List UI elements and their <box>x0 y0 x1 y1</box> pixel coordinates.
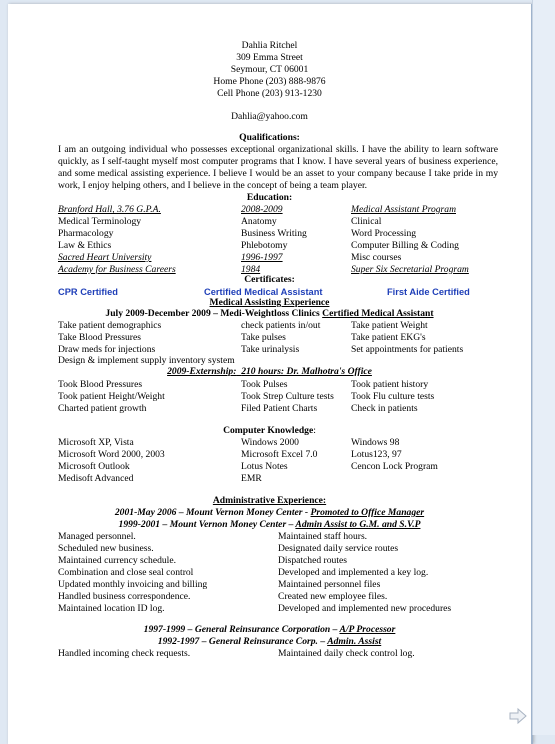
software-item: Medisoft Advanced <box>58 473 134 484</box>
medical-experience-heading: Medical Assisting Experience <box>209 297 330 308</box>
duty-item: Charted patient growth <box>58 403 147 414</box>
admin-duty: Dispatched routes <box>278 555 348 566</box>
duty-item: Took Pulses <box>241 379 288 390</box>
admin-duty: Developed and implemented new procedures <box>278 603 452 614</box>
software-item: Microsoft Word 2000, 2003 <box>58 449 165 460</box>
vertical-scrollbar[interactable] <box>532 0 555 735</box>
duty-item: Take patient Weight <box>351 320 428 331</box>
course: Computer Billing & Coding <box>351 240 459 251</box>
admin-duty: Developed and implemented a key log. <box>278 567 429 578</box>
education-school: Branford Hall, 3.76 G.P.A. <box>58 204 161 215</box>
software-item: Cencon Lock Program <box>351 461 438 472</box>
certificate: CPR Certified <box>58 287 118 297</box>
duty-item: check patients in/out <box>241 320 321 331</box>
duty-item: Take patient EKG's <box>351 332 426 343</box>
software-item: Lotus Notes <box>241 461 288 472</box>
duty-item: Take patient demographics <box>58 320 162 331</box>
education-heading: Education: <box>246 192 293 203</box>
course: Pharmacology <box>58 228 114 239</box>
education-program: Super Six Secretarial Program <box>351 264 469 275</box>
course: Word Processing <box>351 228 417 239</box>
resume-page <box>8 4 533 744</box>
course: Anatomy <box>241 216 277 227</box>
software-item: Windows 2000 <box>241 437 299 448</box>
admin-duty: Managed personnel. <box>58 531 136 542</box>
admin-heading: Administrative Experience: <box>212 495 327 506</box>
duty-item: Filed Patient Charts <box>241 403 318 414</box>
qualifications-text: I am an outgoing individual who possesses exceptional organizational skills. I have the ability to learn software quickly, as I self-taught myself most computer programs that I know. I have several years of business experience, and some medical assisting experience. I believe I would be an asset to your company because I take pride in my work, I enjoy helping others, and I believe in the concept of being a team player. <box>58 144 498 191</box>
duty-item: Took Blood Pressures <box>58 379 143 390</box>
admin-job-dates-employer: 1997-1999 – General Reinsurance Corporation – <box>143 624 338 635</box>
medical-job-dates-employer: July 2009-December 2009 – Medi-Weightloss Clinics <box>105 308 320 319</box>
course: Business Writing <box>241 228 307 239</box>
cell-phone: Cell Phone (203) 913-1230 <box>217 88 322 99</box>
duty-item: Take Blood Pressures <box>58 332 141 343</box>
computer-heading: Computer Knowledge <box>223 425 314 436</box>
duty-item: Took Flu culture tests <box>351 391 435 402</box>
admin-duty: Handled business correspondence. <box>58 591 191 602</box>
certificate: First Aide Certified <box>387 287 470 297</box>
admin-duty: Maintained personnel files <box>278 579 381 590</box>
education-dates: 1984 <box>241 264 261 275</box>
course: Phlebotomy <box>241 240 288 251</box>
admin-duty: Combination and close seal control <box>58 567 194 578</box>
education-program: Medical Assistant Program <box>351 204 456 215</box>
software-item: Lotus123, 97 <box>351 449 402 460</box>
home-phone: Home Phone (203) 888-9876 <box>213 76 326 87</box>
email: Dahlia@yahoo.com <box>231 111 308 122</box>
software-item: Microsoft XP, Vista <box>58 437 134 448</box>
duty-item: Took patient history <box>351 379 429 390</box>
software-item: Microsoft Outlook <box>58 461 130 472</box>
duty-item: Took Strep Culture tests <box>241 391 334 402</box>
admin-job-title: Admin. Assist <box>327 636 382 647</box>
admin-job-dates-employer: 2001-May 2006 – Mount Vernon Money Center - <box>114 507 309 518</box>
admin-duty: Maintained daily check control log. <box>278 648 415 659</box>
duty-item: Check in patients <box>351 403 418 414</box>
course: Law & Ethics <box>58 240 112 251</box>
city-state-zip: Seymour, CT 06001 <box>230 64 309 75</box>
admin-duty: Maintained staff hours. <box>278 531 368 542</box>
course: Medical Terminology <box>58 216 142 227</box>
course: Clinical <box>351 216 382 227</box>
education-dates: 1996-1997 <box>241 252 283 263</box>
software-item: Windows 98 <box>351 437 400 448</box>
duty-item: Design & implement supply inventory system <box>58 355 235 366</box>
software-item: Microsoft Excel 7.0 <box>241 449 318 460</box>
admin-job-title: Promoted to Office Manager <box>310 507 425 518</box>
education-program: Misc courses <box>351 252 402 263</box>
computer-heading-colon: : <box>313 425 316 436</box>
admin-duty: Maintained currency schedule. <box>58 555 177 566</box>
duty-item: Set appointments for patients <box>351 344 464 355</box>
qualifications-heading: Qualifications: <box>239 132 300 143</box>
medical-job-line <box>8 308 531 320</box>
externship-line <box>8 366 531 378</box>
admin-job-title: Admin Assist to G.M. and S.V.P <box>295 519 421 530</box>
computer-heading-line <box>8 425 531 437</box>
medical-job-title: Certified Medical Assistant <box>322 308 434 319</box>
duty-item: Took patient Height/Weight <box>58 391 165 402</box>
duty-item: Take urinalysis <box>241 344 300 355</box>
admin-duty: Designated daily service routes <box>278 543 399 554</box>
admin-duty: Scheduled new business. <box>58 543 154 554</box>
education-dates: 2008-2009 <box>241 204 283 215</box>
education-school: Academy for Business Careers <box>58 264 176 275</box>
software-item: EMR <box>241 473 262 484</box>
admin-job-line <box>8 624 531 636</box>
applicant-name: Dahlia Ritchel <box>241 40 298 51</box>
arrow-right-icon[interactable] <box>508 707 528 725</box>
duty-item: Draw meds for injections <box>58 344 156 355</box>
admin-job-line <box>8 636 531 648</box>
externship-label: 2009-Externship: <box>167 366 237 377</box>
admin-job-dates-employer: 1992-1997 – General Reinsurance Corp. – <box>157 636 326 647</box>
externship-detail: 210 hours: Dr. Malhotra's Office <box>241 366 372 377</box>
certificate: Certified Medical Assistant <box>204 287 323 297</box>
admin-duty: Updated monthly invoicing and billing <box>58 579 208 590</box>
admin-duty: Created new employee files. <box>278 591 388 602</box>
admin-job-line <box>8 507 531 519</box>
admin-job-line <box>8 519 531 531</box>
certificates-heading: Certificates: <box>244 274 295 285</box>
street-address: 309 Emma Street <box>236 52 303 63</box>
admin-duty: Maintained location ID log. <box>58 603 165 614</box>
admin-job-dates-employer: 1999-2001 – Mount Vernon Money Center – <box>118 519 294 530</box>
education-school: Sacred Heart University <box>58 252 152 263</box>
duty-item: Take pulses <box>241 332 286 343</box>
admin-job-title: A/P Processor <box>339 624 396 635</box>
admin-duty: Handled incoming check requests. <box>58 648 191 659</box>
